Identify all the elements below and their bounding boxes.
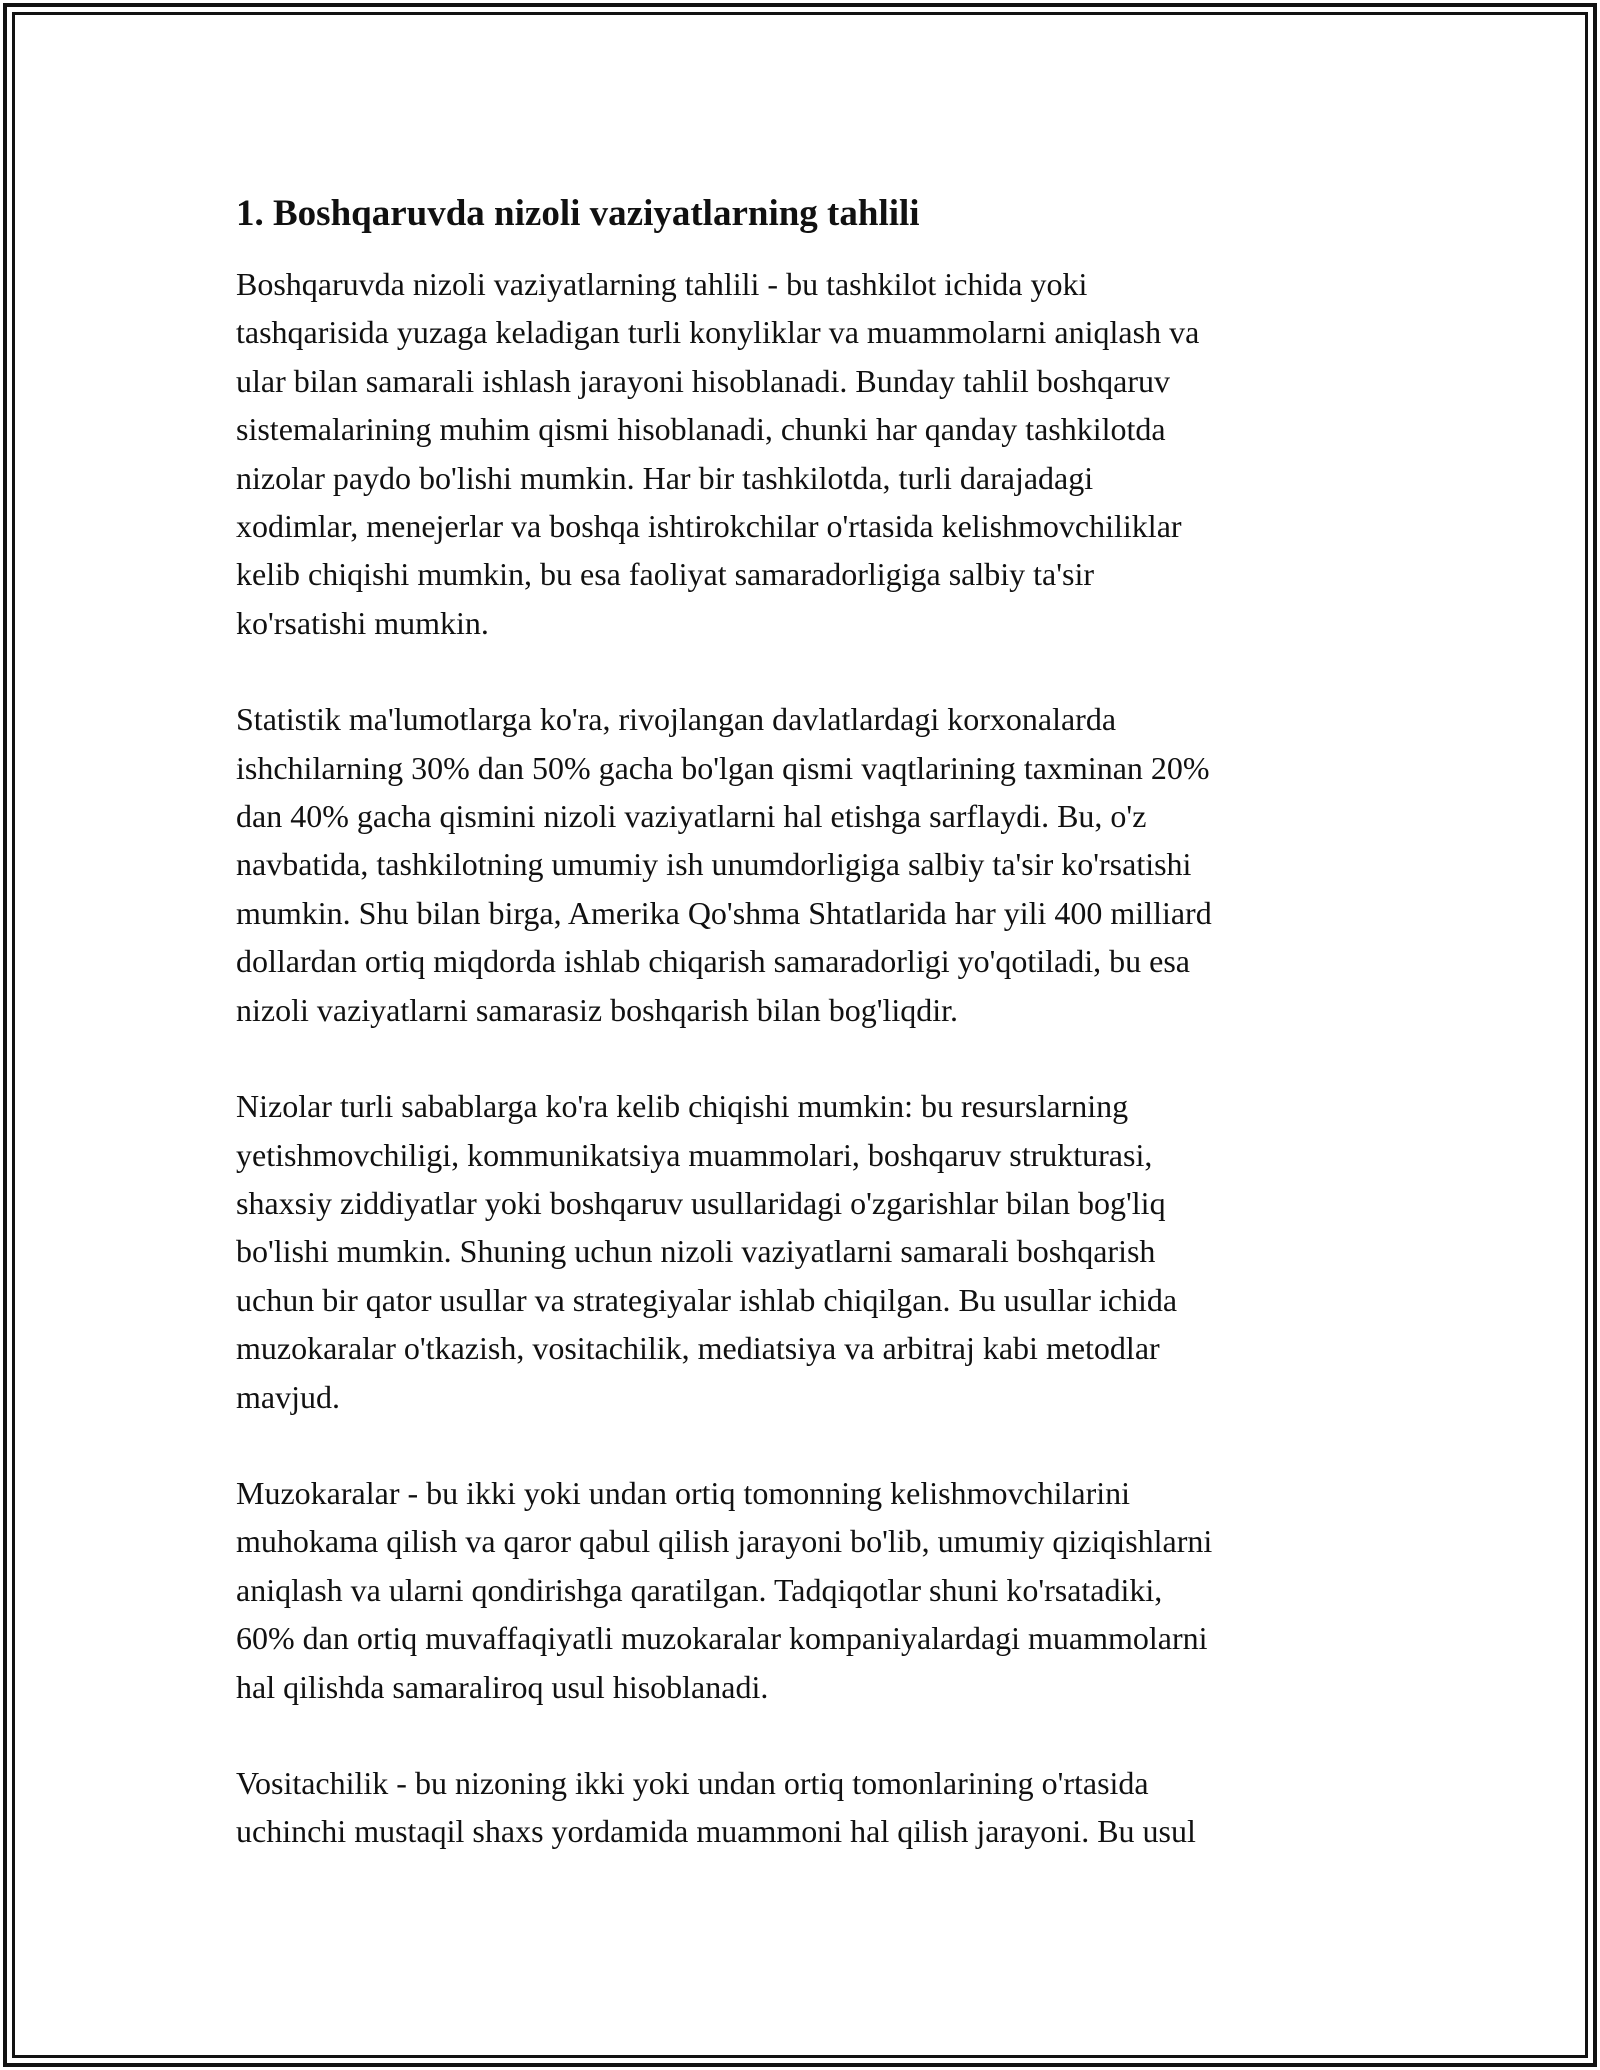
- text-line: Vositachilik - bu nizoning ikki yoki undan ortiq tomonlarining o'rtasida: [236, 1764, 1149, 1801]
- text-line: shaxsiy ziddiyatlar yoki boshqaruv usullaridagi o'zgarishlar bilan bog'liq: [236, 1184, 1166, 1221]
- text-line: dan 40% gacha qismini nizoli vaziyatlarni hal etishga sarflaydi. Bu, o'z: [236, 798, 1147, 835]
- text-line: yetishmovchiligi, kommunikatsiya muammolari, boshqaruv strukturasi,: [236, 1136, 1153, 1173]
- text-line: Nizolar turli sabablarga ko'ra kelib chiqishi mumkin: bu resurslarning: [236, 1088, 1129, 1125]
- text-line: dollardan ortiq miqdorda ishlab chiqarish samaradorligi yo'qotiladi, bu esa: [236, 943, 1190, 980]
- text-line: muzokaralar o'tkazish, vositachilik, mediatsiya va arbitraj kabi metodlar: [236, 1330, 1160, 1367]
- text-line: mavjud.: [236, 1378, 340, 1415]
- document-body: [236, 188, 1366, 1904]
- text-line: uchinchi mustaqil shaxs yordamida muammoni hal qilish jarayoni. Bu usul: [236, 1813, 1196, 1850]
- text-line: uchun bir qator usullar va strategiyalar ishlab chiqilgan. Bu usullar ichida: [236, 1281, 1178, 1318]
- section-heading: 1. Boshqaruvda nizoli vaziyatlarning tahlili: [236, 193, 920, 234]
- paragraph-mediation: [236, 1759, 1366, 1856]
- text-line: aniqlash va ularni qondirishga qaratilgan. Tadqiqotlar shuni ko'rsatadiki,: [236, 1571, 1163, 1608]
- text-line: tashqarisida yuzaga keladigan turli konyliklar va muammolarni aniqlash va: [236, 314, 1200, 351]
- paragraph-causes: [236, 1082, 1366, 1421]
- text-line: hal qilishda samaraliroq usul hisoblanadi.: [236, 1668, 769, 1705]
- text-line: ular bilan samarali ishlash jarayoni hisoblanadi. Bunday tahlil boshqaruv: [236, 362, 1171, 399]
- text-line: kelib chiqishi mumkin, bu esa faoliyat samaradorligiga salbiy ta'sir: [236, 556, 1095, 593]
- text-line: 60% dan ortiq muvaffaqiyatli muzokaralar kompaniyalardagi muammolarni: [236, 1620, 1208, 1657]
- text-line: bo'lishi mumkin. Shuning uchun nizoli vaziyatlarni samarali boshqarish: [236, 1233, 1156, 1270]
- text-line: Statistik ma'lumotlarga ko'ra, rivojlangan davlatlardagi korxonalarda: [236, 701, 1117, 738]
- text-line: ishchilarning 30% dan 50% gacha bo'lgan qismi vaqtlarining taxminan 20%: [236, 749, 1210, 786]
- text-line: xodimlar, menejerlar va boshqa ishtirokchilar o'rtasida kelishmovchiliklar: [236, 508, 1182, 545]
- text-line: mumkin. Shu bilan birga, Amerika Qo'shma Shtatlarida har yili 400 milliard: [236, 894, 1212, 931]
- paragraph-statistics: [236, 695, 1366, 1034]
- text-line: ko'rsatishi mumkin.: [236, 604, 489, 641]
- text-line: sistemalarining muhim qismi hisoblanadi, chunki har qanday tashkilotda: [236, 411, 1166, 448]
- paragraph-intro: [236, 260, 1366, 647]
- text-line: nizoli vaziyatlarni samarasiz boshqarish bilan bog'liqdir.: [236, 991, 959, 1028]
- text-line: navbatida, tashkilotning umumiy ish unumdorligiga salbiy ta'sir ko'rsatishi: [236, 846, 1192, 883]
- text-line: nizolar paydo bo'lishi mumkin. Har bir tashkilotda, turli darajadagi: [236, 459, 1094, 496]
- text-line: muhokama qilish va qaror qabul qilish jarayoni bo'lib, umumiy qiziqishlarni: [236, 1523, 1213, 1560]
- text-line: Muzokaralar - bu ikki yoki undan ortiq tomonning kelishmovchilarini: [236, 1474, 1131, 1511]
- text-line: Boshqaruvda nizoli vaziyatlarning tahlili - bu tashkilot ichida yoki: [236, 266, 1088, 302]
- paragraph-negotiations: [236, 1469, 1366, 1711]
